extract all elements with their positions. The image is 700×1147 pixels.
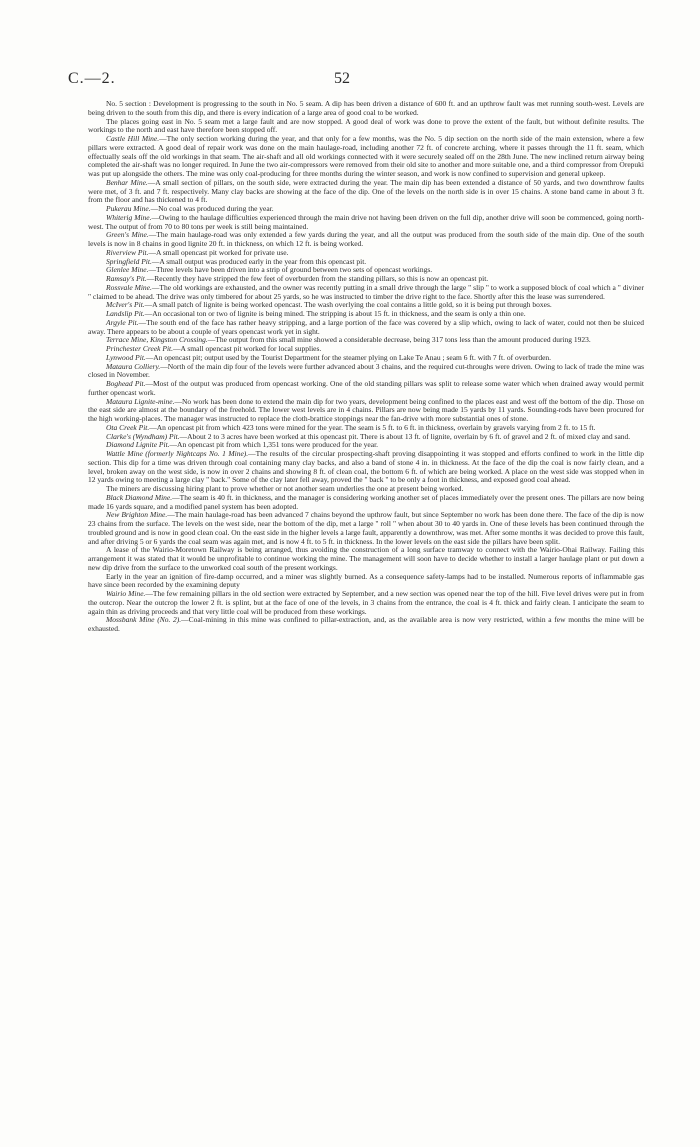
paragraph [88, 100, 644, 118]
paragraph [88, 118, 644, 136]
paragraph-text: —About 2 to 3 acres have been worked at this opencast pit. There is about 13 ft. of lignite, overlain by 6 ft. of gravel and 2 ft. of mixed clay and sand. [179, 431, 631, 441]
paragraph-text: —An occasional ton or two of lignite is being mined. The stripping is about 15 ft. in thickness, and the seam is only a thin one. [144, 309, 526, 318]
paragraph-text: —Owing to the haulage difficulties experienced through the main drive not having been driven on the full dip, another drive will soon be commenced, going north-west. The output of from 70 to 80 tons per week is still being maintained. [88, 212, 644, 231]
paragraph [88, 319, 644, 337]
mine-name: Rossvale Mine. [106, 282, 152, 292]
paragraph [88, 494, 644, 512]
mine-name: Whiterig Mine. [106, 212, 152, 222]
paragraph-text: —Coal-mining in this mine was confined to pillar-extraction, and, as the available area is now very restricted, within a few months the mine will be exhausted. [88, 615, 644, 633]
page-number: 52 [334, 70, 350, 87]
paragraph-text: —The output from this small mine showed a considerable decrease, being 317 tons less than the amount produced during 1923. [207, 335, 591, 345]
paragraph-text: —A small opencast pit worked for private use. [148, 247, 289, 257]
mine-name: Argyle Pit. [106, 317, 139, 327]
paragraph [88, 380, 644, 398]
paragraph [88, 284, 644, 302]
paragraph-text: —The main haulage-road was only extended a few yards during the year, and all the output was produced from the south side of the main dip. One of the south levels is now in 8 chains in good lignite 20 ft. in thickness, on which 12 ft. is being worked. [88, 230, 644, 248]
mine-name: Riverview Pit. [106, 247, 149, 257]
paragraph [88, 363, 644, 381]
paragraph [88, 179, 644, 205]
mine-name: Black Diamond Mine. [106, 492, 173, 502]
paragraph-text: —An opencast pit; output used by the Tourist Department for the steamer plying on Lake Te Anau ; seam 6 ft. with 7 ft. of overburden. [145, 352, 552, 362]
mine-name: Boghead Pit. [106, 379, 146, 388]
paragraph-text: —Three levels have been driven into a strip of ground between two sets of opencast workings. [148, 265, 433, 275]
paragraph-text: —The few remaining pillars in the old section were extracted by September, and a new section was opened near the top of the hill. Five level drives were put in from the outcrop. Near the outcrop the lower 2 ft. is splint, but at the face of one of the levels, in 3 chains from the entrance, the coal is 4 ft. thick and fairly clean. I anticipate the seam to again thin as driving proceeds and that very little coal will be produced from these workings. [88, 589, 644, 616]
paragraph-text: —Most of the output was produced from opencast working. One of the old standing pillars was split to release some water which when drained away would permit further opencast work. [88, 379, 644, 397]
paragraph-text: —A small section of pillars, on the south side, were extracted during the year. The main dip has been extended a distance of 50 yards, and two downthrow faults were met, of 3 ft. and 7 ft. respectively. Many clay backs are showing at the face of the dip. One of the levels on the north side is in over 15 chains. A stone band came in about 3 ft. from the floor and has thickened to 4 ft. [88, 177, 644, 205]
mine-name: Princhester Creek Pit. [106, 344, 173, 353]
mine-name: Lynwood Pit. [106, 352, 146, 362]
mine-name: Wattle Mine (formerly Nightcaps No. 1 Mine). [106, 449, 249, 458]
mine-name: Diamond Lignite Pit. [106, 440, 170, 450]
mine-name: Ota Creek Pit. [106, 422, 150, 432]
mine-name: Mataura Lignite-mine. [106, 396, 175, 406]
mine-name: Wairio Mine. [106, 589, 146, 598]
paragraph-text: —Recently they have stripped the few feet of overburden from the standing pillars, so this is now an opencast pit. [146, 274, 489, 283]
mine-name: Terrace Mine, Kingston Crossing. [106, 335, 208, 345]
paragraph-text: —A small output was produced early in the year from this opencast pit. [151, 256, 367, 266]
paragraph-text: —The results of the circular prospecting-shaft proving disappointing it was stopped and efforts confined to work in the little dip section. This dip for a time was driven through coal containing many clay backs, and also a band of stone 4 in. in thickness. At the face of the dip the coal is now fairly clean, and a level, broken away on the west side, is now in over 2 chains and showing 8 ft. of clean coal, the bottom 6 ft. of which are being worked. A place on the west side was stopped when in 12 yards owing to meeting a large clay " back." Some of the clay later fell away, proved the " back " to be only a foot in thickness, and exposed good coal ahead. [88, 449, 644, 485]
mine-name: Clarke's (Wyndham) Pit. [106, 431, 180, 441]
mine-name: Springfield Pit. [106, 256, 152, 266]
paragraph-text: —The main haulage-road has been advanced 7 chains beyond the upthrow fault, but since September no work has been done there. The face of the dip is now 23 chains from the surface. The levels on the west side, near the bottom of the dip, met a large " roll " when about 30 to 40 yards in. One of these levels has been continued through the troubled ground and is now in good clean coal. On the east side in the higher levels a large fault, apparently a downthrow, was met. After some months it was decided to prove this fault, and after driving 5 or 6 yards the coal seam was again met, and is now 4 ft. to 5 ft. in thickness. In the lower levels on the east side the pillars have been split. [88, 510, 644, 546]
paragraph [88, 590, 644, 616]
paragraph-text: —An opencast pit from which 423 tons were mined for the year. The seam is 5 ft. to 6 ft. in thickness, overlain by gravels varying from 2 ft. to 15 ft. [149, 422, 596, 432]
document-reference: C.—2. [68, 70, 116, 87]
mine-name: Pukerau Mine. [106, 204, 151, 213]
mine-name: Benhar Mine. [106, 177, 148, 187]
paragraph-text: —The south end of the face has rather heavy stripping, and a large portion of the face was covered by a slip which, owing to lack of water, could not then be sluiced away. There appears to be about a couple of years opencast work yet in sight. [88, 317, 644, 336]
paragraph-text: —No coal was produced during the year. [150, 204, 274, 213]
paragraph [88, 573, 644, 591]
mine-name: New Brighton Mine. [106, 510, 168, 520]
paragraph [88, 135, 644, 179]
mine-name: Mossbank Mine (No. 2). [106, 615, 182, 625]
paragraph-text: —The seam is 40 ft. in thickness, and the manager is considering working another set of places immediately over the present ones. The pillars are now being made 16 yards square, and a modified panel system has been adopted. [88, 492, 644, 511]
mine-name: Landslip Pit. [106, 309, 145, 318]
mine-name: Castle Hill Mine. [106, 134, 160, 143]
paragraph-text: A lease of the Wairio-Moretown Railway is being arranged, thus avoiding the construction of a long surface tramway to connect with the Wairio-Ohai Railway. Failing this arrangement it was stated that it would be unprofitable to continue working the mine. The management will soon have to decide whether to install a larger haulage plant or put down a new dip drive from the surface to the unworked coal south of the present workings. [88, 545, 644, 572]
mine-name: Ramsay's Pit. [106, 274, 147, 283]
paragraph [88, 214, 644, 232]
paragraph-text: —The only section working during the year, and that only for a few months, was the No. 5 dip section on the north side of the main extension, where a few pillars were extracted. A good deal of repair work was done on the main haulage-road, including another 72 ft. of concrete arching, where it passes through the 11 ft. seam, which effectually seals off the old workings in that seam. The air-shaft and all old workings connected with it were securely sealed off on the 28th June. The new inclined return airway being completed the air-shaft was no longer required. In June the two air-compressors were removed from their old site to another and more suitable one, and a third compressor from Orepuki was put up alongside the others. The mine was only coal-producing for three months during the winter season, and work is now confined to supervision and general upkeep. [88, 134, 644, 178]
mine-name: Green's Mine. [106, 230, 149, 240]
paragraph [88, 546, 644, 572]
paragraph [88, 616, 644, 634]
paragraph-text: The miners are discussing hiring plant to prove whether or not another seam underlies the one at present being worked. [106, 484, 464, 493]
paragraph-text: —A small opencast pit worked for local supplies. [173, 344, 322, 353]
paragraph-text: —No work has been done to extend the main dip for two years, development being confined to the places east and west off the bottom of the dip. Those on the east side are almost at the boundary of the freehold. The lower west levels are in 4 chains. Pillars are now being made 15 yards by 11 yards. Sounding-rods have been procured for the high working-places. The manager was instructed to replace the cloth-brattice stoppings near the fan-drive with more substantial ones of stone. [88, 396, 644, 423]
report-body [88, 100, 644, 634]
mine-name: McIver's Pit. [106, 300, 145, 310]
paragraph-text: —North of the main dip four of the levels were further advanced about 3 chains, and the required cut-throughs were driven. Owing to lack of trade the mine was closed in November. [88, 361, 644, 380]
paragraph-text: The places going east in No. 5 seam met a large fault and are now stopped. A good deal of work was done to prove the extent of the fault, but without definite results. The workings to the north and east have therefore been stopped off. [88, 116, 644, 135]
paragraph-text: Early in the year an ignition of fire-damp occurred, and a miner was slightly burned. As a consequence safety-lamps had to be installed. Numerous reports of inflammable gas have since been recorded by the examining deputy [88, 571, 644, 590]
paragraph [88, 231, 644, 249]
paragraph-text: No. 5 section : Development is progressing to the south in No. 5 seam. A dip has been driven a distance of 600 ft. and an upthrow fault was met running south-west. Levels are being driven to the south from this dip, and there is every indication of a large area of good coal to be worked. [88, 99, 644, 117]
paragraph [88, 450, 644, 485]
paragraph [88, 511, 644, 546]
running-header [0, 70, 700, 94]
paragraph-text: —The old workings are exhausted, and the owner was recently putting in a small drive through the large " slip " to work a supposed block of coal which a " diviner " claimed to be ahead. The drive was only timbered for about 25 yards, so he was instructed to timber the drive right to the face. Shortly after this the lease was surrendered. [88, 282, 644, 301]
mine-name: Mataura Colliery. [106, 361, 161, 371]
paragraph-text: —A small patch of lignite is being worked opencast. The wash overlying the coal contains a little gold, so it is being put through boxes. [144, 300, 552, 310]
mine-name: Glenlee Mine. [106, 265, 149, 275]
paragraph [88, 398, 644, 424]
paragraph-text: —An opencast pit from which 1,351 tons were produced for the year. [169, 440, 379, 450]
